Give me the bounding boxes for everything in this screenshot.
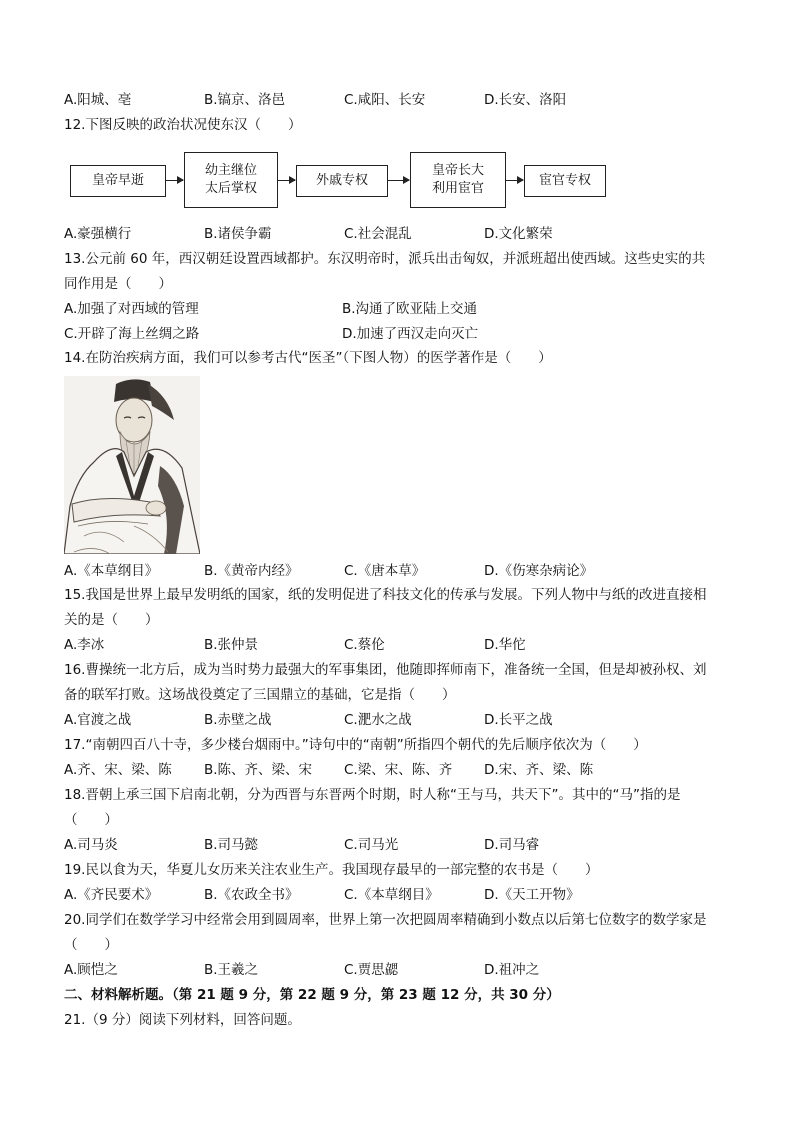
flow-arrow-3 bbox=[387, 180, 409, 181]
flow-box-4-line2: 利用宦官 bbox=[431, 181, 484, 196]
flow-box-3-text: 外戚专权 bbox=[315, 173, 368, 188]
q18-stem-line2: （ ） bbox=[64, 812, 118, 828]
q19-options bbox=[64, 885, 732, 905]
flow-box-4 bbox=[410, 152, 506, 208]
q18-option-c: C.司马光 bbox=[344, 837, 399, 853]
q15-option-b: B.张仲景 bbox=[204, 637, 259, 653]
q15-stem-line1: 15.我国是世界上最早发明纸的国家，纸的发明促进了科技文化的传承与发展。下列人物中与纸的改进直接相 bbox=[64, 587, 707, 603]
q20-option-c: C.贾思勰 bbox=[344, 962, 399, 978]
q16-options bbox=[64, 710, 732, 730]
q12-option-b: B.诸侯争霸 bbox=[204, 226, 272, 242]
q14-option-a: A.《本草纲目》 bbox=[64, 563, 159, 579]
portrait-illustration bbox=[64, 376, 200, 554]
q17-option-d: D.宋、齐、梁、陈 bbox=[484, 762, 594, 778]
q12-option-c: C.社会混乱 bbox=[344, 226, 412, 242]
q15-option-d: D.华佗 bbox=[484, 637, 526, 653]
q12-option-d: D.文化繁荣 bbox=[484, 226, 553, 242]
q20-stem-line1: 20.同学们在数学学习中经常会用到圆周率，世界上第一次把圆周率精确到小数点以后第七位数字的数学家是 bbox=[64, 912, 707, 928]
q14-options bbox=[64, 561, 732, 581]
q19-option-a: A.《齐民要术》 bbox=[64, 887, 159, 903]
flow-box-2 bbox=[184, 152, 278, 208]
q13-stem-line2: 同作用是（ ） bbox=[64, 276, 172, 292]
q15-stem-line2: 关的是（ ） bbox=[64, 612, 159, 628]
q20-stem-line2: （ ） bbox=[64, 937, 118, 953]
q16-option-a: A.官渡之战 bbox=[64, 712, 132, 728]
q14-option-c: C.《唐本草》 bbox=[344, 563, 426, 579]
q11-option-a: A.阳城、亳 bbox=[64, 92, 132, 108]
q11-options bbox=[64, 90, 732, 110]
q16-stem-line2: 备的联军打败。这场战役奠定了三国鼎立的基础，它是指（ ） bbox=[64, 687, 456, 703]
q17-options bbox=[64, 760, 732, 780]
q18-option-b: B.司马懿 bbox=[204, 837, 259, 853]
q19-option-b: B.《农政全书》 bbox=[204, 887, 299, 903]
flow-arrow-1 bbox=[165, 180, 183, 181]
flow-box-4-line1: 皇帝长大 bbox=[431, 163, 484, 178]
q11-option-b: B.镐京、洛邑 bbox=[204, 92, 286, 108]
flow-arrow-4 bbox=[505, 180, 523, 181]
q11-option-d: D.长安、洛阳 bbox=[484, 92, 567, 108]
q12-options bbox=[64, 224, 732, 244]
section-2-heading: 二、材料解析题。（第 21 题 9 分，第 22 题 9 分，第 23 题 12 分，共 30 分） bbox=[64, 987, 560, 1003]
flow-box-2-line2: 太后掌权 bbox=[204, 181, 257, 196]
flow-box-5-text: 宦官专权 bbox=[538, 173, 591, 188]
q13-option-b: B.沟通了欧亚陆上交通 bbox=[342, 301, 478, 317]
q17-option-b: B.陈、齐、梁、宋 bbox=[204, 762, 313, 778]
zhang-zhongjing-portrait bbox=[64, 376, 200, 554]
q16-option-c: C.淝水之战 bbox=[344, 712, 412, 728]
q20-options bbox=[64, 960, 732, 980]
flow-arrow-2 bbox=[277, 180, 295, 181]
q20-option-d: D.祖冲之 bbox=[484, 962, 540, 978]
q18-option-a: A.司马炎 bbox=[64, 837, 118, 853]
q13-option-d: D.加速了西汉走向灭亡 bbox=[342, 326, 479, 342]
q16-option-b: B.赤壁之战 bbox=[204, 712, 272, 728]
q17-stem: 17.“南朝四百八十寺，多少楼台烟雨中。”诗句中的“南朝”所指四个朝代的先后顺序依次为（ ） bbox=[64, 737, 647, 753]
q12-stem: 12.下图反映的政治状况使东汉（ ） bbox=[64, 117, 302, 133]
q13-option-c: C.开辟了海上丝绸之路 bbox=[64, 326, 200, 342]
q19-stem: 19.民以食为天，华夏儿女历来关注农业生产。我国现存最早的一部完整的农书是（ ） bbox=[64, 862, 599, 878]
q20-option-a: A.顾恺之 bbox=[64, 962, 118, 978]
q15-option-c: C.蔡伦 bbox=[344, 637, 385, 653]
q14-option-d: D.《伤寒杂病论》 bbox=[484, 563, 594, 579]
q20-option-b: B.王羲之 bbox=[204, 962, 259, 978]
q12-flowchart bbox=[70, 152, 610, 208]
flow-box-1 bbox=[70, 165, 166, 197]
q17-option-c: C.梁、宋、陈、齐 bbox=[344, 762, 453, 778]
q15-options bbox=[64, 635, 732, 655]
q13-option-a: A.加强了对西域的管理 bbox=[64, 301, 199, 317]
q13-options-row2 bbox=[64, 324, 732, 344]
q18-options bbox=[64, 835, 732, 855]
q11-option-c: C.咸阳、长安 bbox=[344, 92, 426, 108]
q17-option-a: A.齐、宋、梁、陈 bbox=[64, 762, 172, 778]
flow-box-1-text: 皇帝早逝 bbox=[91, 173, 144, 188]
q18-option-d: D.司马睿 bbox=[484, 837, 540, 853]
q16-option-d: D.长平之战 bbox=[484, 712, 553, 728]
flow-box-5 bbox=[524, 165, 606, 197]
q19-option-d: D.《天工开物》 bbox=[484, 887, 580, 903]
q18-stem-line1: 18.晋朝上承三国下启南北朝，分为西晋与东晋两个时期，时人称“王与马，共天下”。其中的“马”指的是 bbox=[64, 787, 681, 803]
q12-option-a: A.豪强横行 bbox=[64, 226, 132, 242]
flow-box-3 bbox=[296, 165, 388, 197]
q13-stem-line1: 13.公元前 60 年，西汉朝廷设置西域都护。东汉明帝时，派兵出击匈奴，并派班超出使西域。这些史实的共 bbox=[64, 251, 706, 267]
q14-option-b: B.《黄帝内经》 bbox=[204, 563, 299, 579]
q16-stem-line1: 16.曹操统一北方后，成为当时势力最强大的军事集团，他随即挥师南下，准备统一全国，但是却被孙权、刘 bbox=[64, 662, 707, 678]
q21-stem: 21.（9 分）阅读下列材料，回答问题。 bbox=[64, 1012, 301, 1028]
q15-option-a: A.李冰 bbox=[64, 637, 105, 653]
q19-option-c: C.《本草纲目》 bbox=[344, 887, 439, 903]
q13-options-row1 bbox=[64, 299, 732, 319]
flow-box-2-line1: 幼主继位 bbox=[204, 163, 257, 178]
q14-stem: 14.在防治疾病方面，我们可以参考古代“医圣”（下图人物）的医学著作是（ ） bbox=[64, 350, 552, 366]
